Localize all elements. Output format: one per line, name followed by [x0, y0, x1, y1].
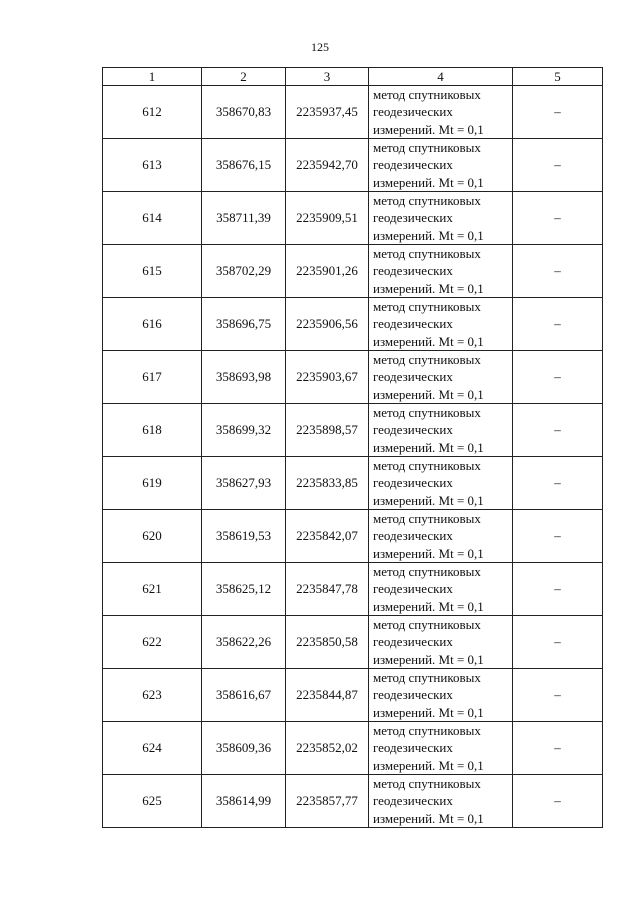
column-header-1: 1 [103, 68, 202, 86]
point-number-cell: 621 [103, 563, 202, 616]
method-line: геодезических [373, 793, 453, 809]
method-cell [369, 192, 513, 245]
table-row [103, 404, 603, 457]
method-cell [369, 298, 513, 351]
method-line: метод спутниковых [373, 670, 481, 686]
description-cell: – [513, 139, 603, 192]
method-line: измерений. Mt = 0,1 [373, 174, 484, 190]
method-line: геодезических [373, 475, 453, 491]
method-line: измерений. Mt = 0,1 [373, 651, 484, 667]
y-coordinate-cell: 2235850,58 [286, 616, 369, 669]
method-line: метод спутниковых [373, 193, 481, 209]
column-header-2: 2 [202, 68, 286, 86]
description-cell: – [513, 351, 603, 404]
table-row [103, 192, 603, 245]
point-number-cell: 624 [103, 722, 202, 775]
method-line: геодезических [373, 687, 453, 703]
description-cell: – [513, 669, 603, 722]
method-cell [369, 669, 513, 722]
page-number: 125 [311, 40, 329, 54]
table-row [103, 245, 603, 298]
method-line: метод спутниковых [373, 458, 481, 474]
column-header-5: 5 [513, 68, 603, 86]
method-line: метод спутниковых [373, 511, 481, 527]
method-line: метод спутниковых [373, 140, 481, 156]
point-number-cell: 618 [103, 404, 202, 457]
method-line: метод спутниковых [373, 299, 481, 315]
method-line: метод спутниковых [373, 246, 481, 262]
method-cell [369, 775, 513, 828]
method-line: метод спутниковых [373, 564, 481, 580]
table-row [103, 616, 603, 669]
method-cell [369, 563, 513, 616]
x-coordinate-cell: 358622,26 [202, 616, 286, 669]
y-coordinate-cell: 2235937,45 [286, 86, 369, 139]
method-line: метод спутниковых [373, 405, 481, 421]
description-cell: – [513, 457, 603, 510]
x-coordinate-cell: 358609,36 [202, 722, 286, 775]
method-line: геодезических [373, 634, 453, 650]
method-line: геодезических [373, 422, 453, 438]
point-number-cell: 625 [103, 775, 202, 828]
description-cell: – [513, 86, 603, 139]
method-line: геодезических [373, 104, 453, 120]
y-coordinate-cell: 2235909,51 [286, 192, 369, 245]
method-cell [369, 510, 513, 563]
x-coordinate-cell: 358619,53 [202, 510, 286, 563]
column-header-3: 3 [286, 68, 369, 86]
method-line: геодезических [373, 740, 453, 756]
method-line: геодезических [373, 157, 453, 173]
method-cell [369, 616, 513, 669]
x-coordinate-cell: 358702,29 [202, 245, 286, 298]
table-row [103, 510, 603, 563]
method-line: метод спутниковых [373, 723, 481, 739]
y-coordinate-cell: 2235842,07 [286, 510, 369, 563]
method-cell [369, 722, 513, 775]
x-coordinate-cell: 358627,93 [202, 457, 286, 510]
method-line: измерений. Mt = 0,1 [373, 757, 484, 773]
y-coordinate-cell: 2235857,77 [286, 775, 369, 828]
method-line: геодезических [373, 369, 453, 385]
method-line: измерений. Mt = 0,1 [373, 333, 484, 349]
x-coordinate-cell: 358696,75 [202, 298, 286, 351]
method-line: геодезических [373, 528, 453, 544]
method-line: измерений. Mt = 0,1 [373, 545, 484, 561]
coordinates-table [102, 67, 603, 828]
method-cell [369, 457, 513, 510]
method-line: метод спутниковых [373, 776, 481, 792]
x-coordinate-cell: 358711,39 [202, 192, 286, 245]
point-number-cell: 623 [103, 669, 202, 722]
method-line: измерений. Mt = 0,1 [373, 439, 484, 455]
y-coordinate-cell: 2235901,26 [286, 245, 369, 298]
y-coordinate-cell: 2235833,85 [286, 457, 369, 510]
y-coordinate-cell: 2235906,56 [286, 298, 369, 351]
method-cell [369, 245, 513, 298]
x-coordinate-cell: 358670,83 [202, 86, 286, 139]
description-cell: – [513, 404, 603, 457]
point-number-cell: 622 [103, 616, 202, 669]
method-line: геодезических [373, 263, 453, 279]
method-line: метод спутниковых [373, 352, 481, 368]
point-number-cell: 613 [103, 139, 202, 192]
description-cell: – [513, 722, 603, 775]
description-cell: – [513, 192, 603, 245]
method-line: метод спутниковых [373, 87, 481, 103]
x-coordinate-cell: 358614,99 [202, 775, 286, 828]
point-number-cell: 619 [103, 457, 202, 510]
x-coordinate-cell: 358693,98 [202, 351, 286, 404]
table-row [103, 669, 603, 722]
x-coordinate-cell: 358676,15 [202, 139, 286, 192]
point-number-cell: 616 [103, 298, 202, 351]
table-row [103, 563, 603, 616]
method-line: измерений. Mt = 0,1 [373, 598, 484, 614]
description-cell: – [513, 510, 603, 563]
method-line: измерений. Mt = 0,1 [373, 227, 484, 243]
method-cell [369, 351, 513, 404]
method-line: геодезических [373, 316, 453, 332]
y-coordinate-cell: 2235898,57 [286, 404, 369, 457]
table-row [103, 722, 603, 775]
x-coordinate-cell: 358699,32 [202, 404, 286, 457]
y-coordinate-cell: 2235847,78 [286, 563, 369, 616]
y-coordinate-cell: 2235942,70 [286, 139, 369, 192]
description-cell: – [513, 563, 603, 616]
x-coordinate-cell: 358616,67 [202, 669, 286, 722]
table-body [103, 86, 603, 828]
y-coordinate-cell: 2235852,02 [286, 722, 369, 775]
point-number-cell: 620 [103, 510, 202, 563]
table-header-row [103, 68, 603, 86]
method-line: измерений. Mt = 0,1 [373, 492, 484, 508]
method-line: измерений. Mt = 0,1 [373, 121, 484, 137]
table-row [103, 351, 603, 404]
table-row [103, 86, 603, 139]
table-row [103, 139, 603, 192]
method-line: измерений. Mt = 0,1 [373, 704, 484, 720]
method-cell [369, 86, 513, 139]
method-line: измерений. Mt = 0,1 [373, 280, 484, 296]
description-cell: – [513, 298, 603, 351]
point-number-cell: 612 [103, 86, 202, 139]
table-row [103, 298, 603, 351]
table-row [103, 775, 603, 828]
table-row [103, 457, 603, 510]
point-number-cell: 614 [103, 192, 202, 245]
method-line: метод спутниковых [373, 617, 481, 633]
description-cell: – [513, 616, 603, 669]
description-cell: – [513, 245, 603, 298]
method-cell [369, 139, 513, 192]
method-line: геодезических [373, 210, 453, 226]
method-line: измерений. Mt = 0,1 [373, 386, 484, 402]
y-coordinate-cell: 2235844,87 [286, 669, 369, 722]
method-line: измерений. Mt = 0,1 [373, 810, 484, 826]
description-cell: – [513, 775, 603, 828]
point-number-cell: 617 [103, 351, 202, 404]
method-line: геодезических [373, 581, 453, 597]
method-cell [369, 404, 513, 457]
column-header-4: 4 [369, 68, 513, 86]
y-coordinate-cell: 2235903,67 [286, 351, 369, 404]
x-coordinate-cell: 358625,12 [202, 563, 286, 616]
point-number-cell: 615 [103, 245, 202, 298]
